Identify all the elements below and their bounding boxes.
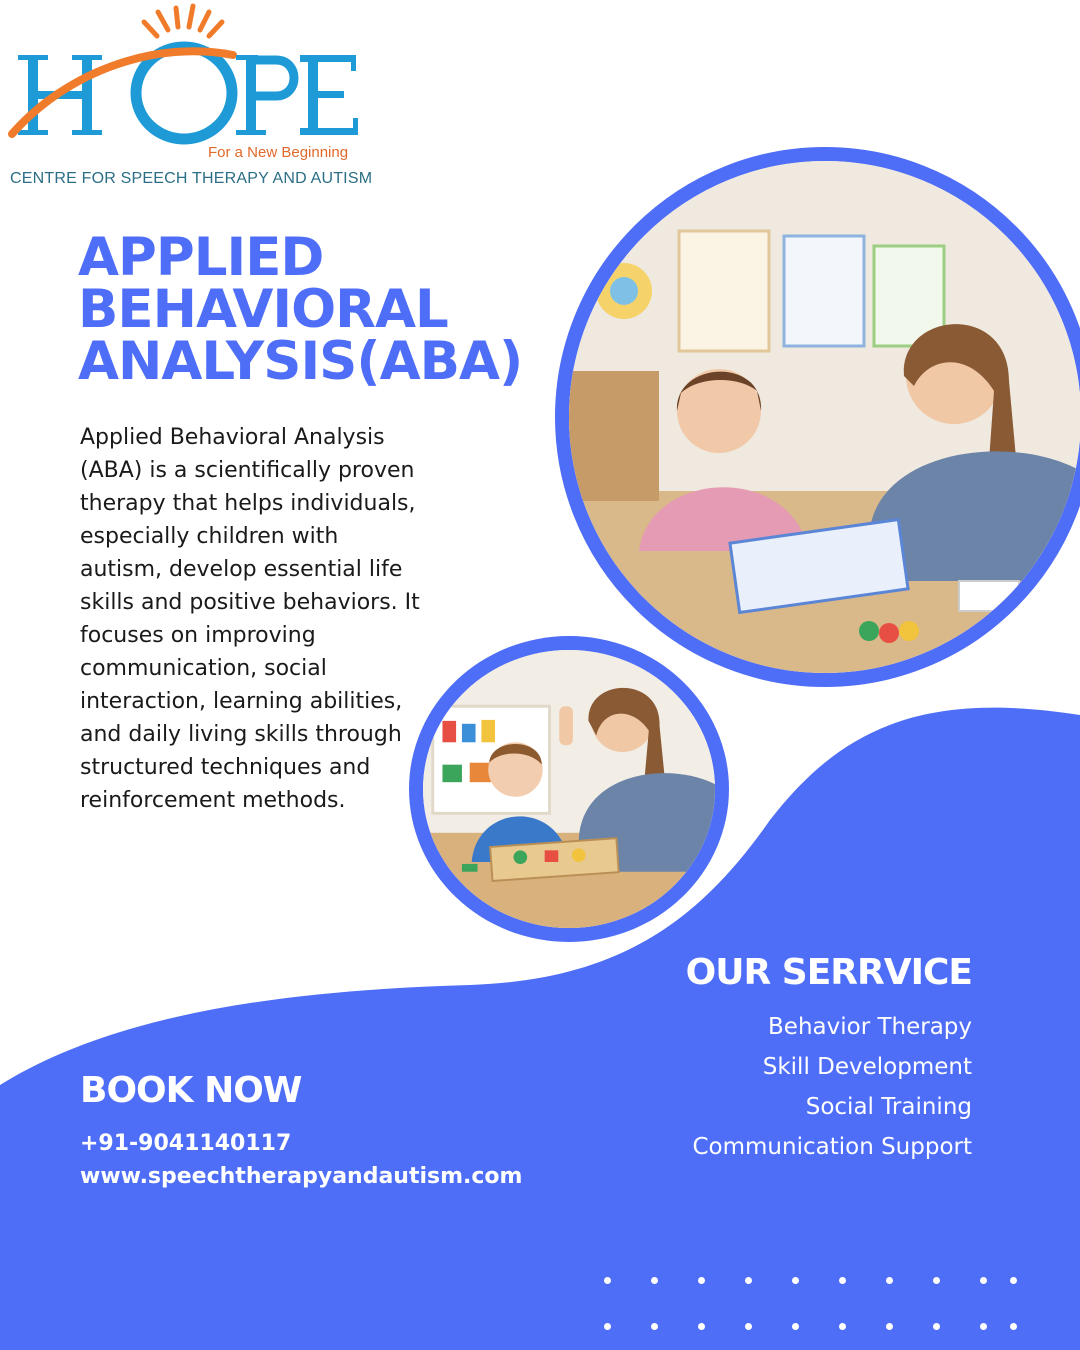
dot-icon — [651, 1277, 658, 1284]
dot-icon — [839, 1277, 846, 1284]
book-now-title: BOOK NOW — [80, 1070, 302, 1111]
services-section — [686, 952, 972, 1167]
dot-icon — [933, 1323, 940, 1330]
dot-icon — [933, 1277, 940, 1284]
dot-icon — [651, 1323, 658, 1330]
dot-icon — [839, 1323, 846, 1330]
dot-icon — [886, 1277, 893, 1284]
dot-icon — [1010, 1277, 1017, 1284]
logo-subtitle: CENTRE FOR SPEECH THERAPY AND AUTISM — [10, 170, 373, 187]
logo-mark-icon — [8, 0, 378, 165]
service-item: Social Training — [805, 1094, 972, 1120]
title-line: BEHAVIORAL — [78, 279, 448, 340]
dot-icon — [745, 1323, 752, 1330]
dot-icon — [604, 1277, 611, 1284]
dot-icon — [745, 1277, 752, 1284]
dot-icon — [980, 1277, 987, 1284]
dot-icon — [698, 1323, 705, 1330]
services-title: OUR SERRVICE — [685, 952, 972, 993]
website-link[interactable]: www.speechtherapyandautism.com — [80, 1164, 523, 1189]
dot-icon — [604, 1323, 611, 1330]
logo-tagline: For a New Beginning — [208, 144, 349, 161]
book-now-section — [80, 1070, 522, 1193]
service-item: Behavior Therapy — [768, 1014, 972, 1040]
dot-icon — [792, 1323, 799, 1330]
phone-number[interactable]: +91-9041140117 — [80, 1131, 292, 1156]
therapist-with-girl-photo-icon — [569, 161, 1080, 673]
page-title — [78, 227, 558, 392]
title-line: APPLIED — [78, 227, 324, 288]
title-line: ANALYSIS(ABA) — [78, 331, 523, 392]
dot-icon — [698, 1277, 705, 1284]
therapist-with-boy-photo-icon — [423, 650, 715, 928]
therapy-photo-large — [555, 147, 1080, 687]
description-text: Applied Behavioral Analysis (ABA) is a scientifically proven therapy that helps individuals, especially children with autism, develop essential life skills and positive behaviors. It focuses on improving communication, social interaction, learning abilities, and daily living skills through structured techniques and reinforcement methods. — [80, 425, 420, 813]
dot-icon — [1010, 1323, 1017, 1330]
dot-icon — [792, 1277, 799, 1284]
decorative-dots — [604, 1277, 1024, 1337]
dot-icon — [980, 1323, 987, 1330]
service-item: Communication Support — [692, 1134, 972, 1160]
service-item: Skill Development — [762, 1054, 972, 1080]
hope-logo — [8, 0, 378, 200]
dot-icon — [886, 1323, 893, 1330]
therapy-photo-small — [409, 636, 729, 942]
